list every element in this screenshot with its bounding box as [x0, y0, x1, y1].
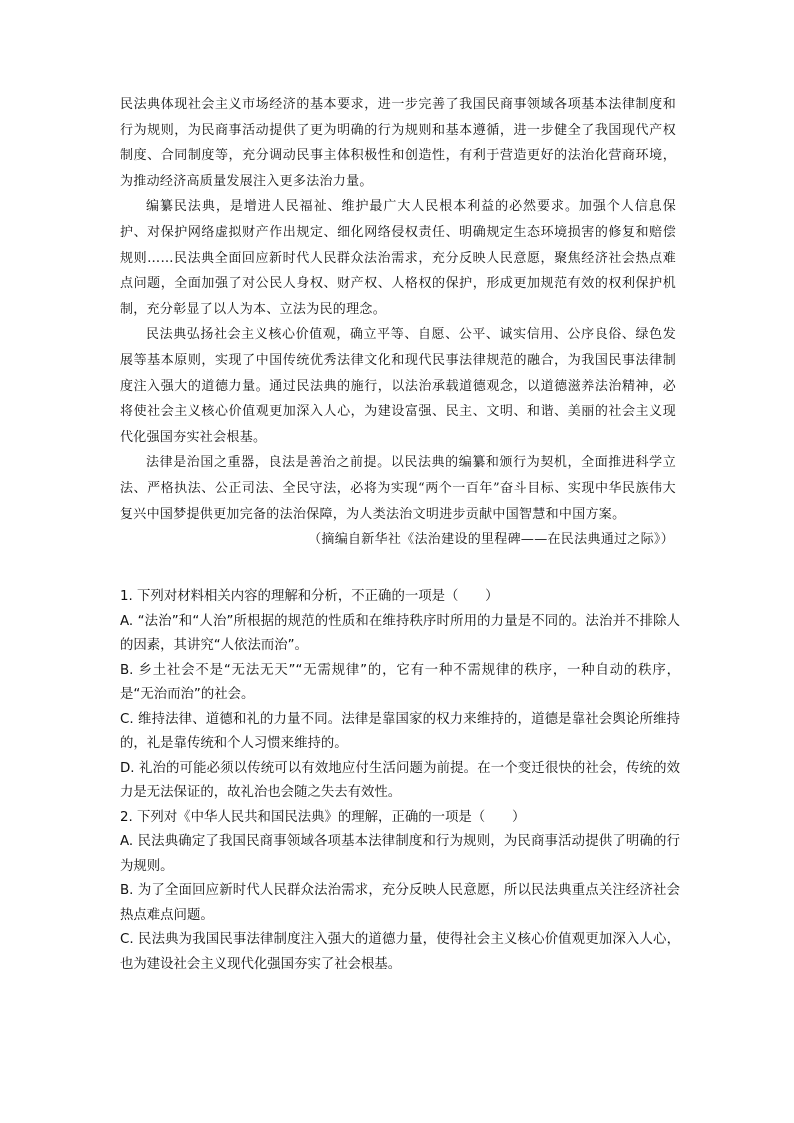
passage-paragraph-2: 编纂民法典，是增进人民福祉、维护最广大人民根本利益的必然要求。加强个人信息保护、对保护网络虚拟财产作出规定、细化网络侵权责任、明确规定生态环境损害的修复和赔偿规则……民法典全面回应新时代人民群众法治需求，充分反映人民意愿，聚焦经济社会热点难点问题，全面加强了对公民人身权、财产权、人格权的保护，形成更加规范有效的权利保护机制，充分彰显了以人为本、立法为民的理念。: [120, 199, 676, 317]
question-2-stem: 2. 下列对《中华人民共和国民法典》的理解，正确的一项是（ ）: [120, 809, 526, 825]
question-1-option-d: D. 礼治的可能必须以传统可以有效地应付生活问题为前提。在一个变迁很快的社会，传统的效力是无法保证的，故礼治也会随之失去有效性。: [120, 760, 680, 800]
question-1-option-a: A. “法治”和“人治”所根据的规范的性质和在维持秩序时所用的力量是不同的。法治并不排除人的因素，其讲究“人依法而治”。: [120, 613, 680, 653]
passage-paragraph-3: 民法典弘扬社会主义核心价值观，确立平等、自愿、公平、诚实信用、公序良俗、绿色发展等基本原则，实现了中国传统优秀法律文化和现代民事法律规范的融合，为我国民事法律制度注入强大的道德力量。通过民法典的施行，以法治承载道德观念，以道德滋养法治精神，必将使社会主义核心价值观更加深入人心，为建设富强、民主、文明、和谐、美丽的社会主义现代化强国夯实社会根基。: [120, 327, 676, 445]
passage-source: （摘编自新华社《法治建设的里程碑——在民法典通过之际》）: [308, 532, 674, 548]
passage-paragraph-1: 民法典体现社会主义市场经济的基本要求，进一步完善了我国民商事领域各项基本法律制度和行为规则，为民商事活动提供了更为明确的行为规则和基本遵循，进一步健全了我国现代产权制度、合同制度等，充分调动民事主体积极性和创造性，有利于营造更好的法治化营商环境，为推动经济高质量发展注入更多法治力量。: [120, 97, 676, 189]
question-2-option-b: B. 为了全面回应新时代人民群众法治需求，充分反映人民意愿，所以民法典重点关注经济社会热点难点问题。: [120, 883, 680, 923]
question-2-option-a: A. 民法典确定了我国民商事领域各项基本法律制度和行为规则，为民商事活动提供了明确的行为规则。: [120, 834, 680, 874]
question-1-option-c: C. 维持法律、道德和礼的力量不同。法律是靠国家的权力来维持的，道德是靠社会舆论所维持的，礼是靠传统和个人习惯来维持的。: [120, 711, 680, 751]
question-1-stem: 1. 下列对材料相关内容的理解和分析，不正确的一项是（ ）: [120, 589, 499, 604]
question-2-option-c: C. 民法典为我国民事法律制度注入强大的道德力量，使得社会主义核心价值观更加深入人心，也为建设社会主义现代化强国夯实了社会根基。: [120, 932, 680, 972]
question-1-option-b: B. 乡土社会不是“无法无天”“无需规律”的，它有一种不需规律的秩序，一种自动的秩序，是“无治而治”的社会。: [120, 662, 680, 702]
reading-passage: [120, 92, 676, 553]
questions-section: [120, 585, 680, 977]
passage-paragraph-4: 法律是治国之重器，良法是善治之前提。以民法典的编纂和颁行为契机，全面推进科学立法、严格执法、公正司法、全民守法，必将为实现“两个一百年”奋斗目标、实现中华民族伟大复兴中国梦提供更加完备的法治保障，为人类法治文明进步贡献中国智慧和中国方案。: [120, 455, 676, 522]
